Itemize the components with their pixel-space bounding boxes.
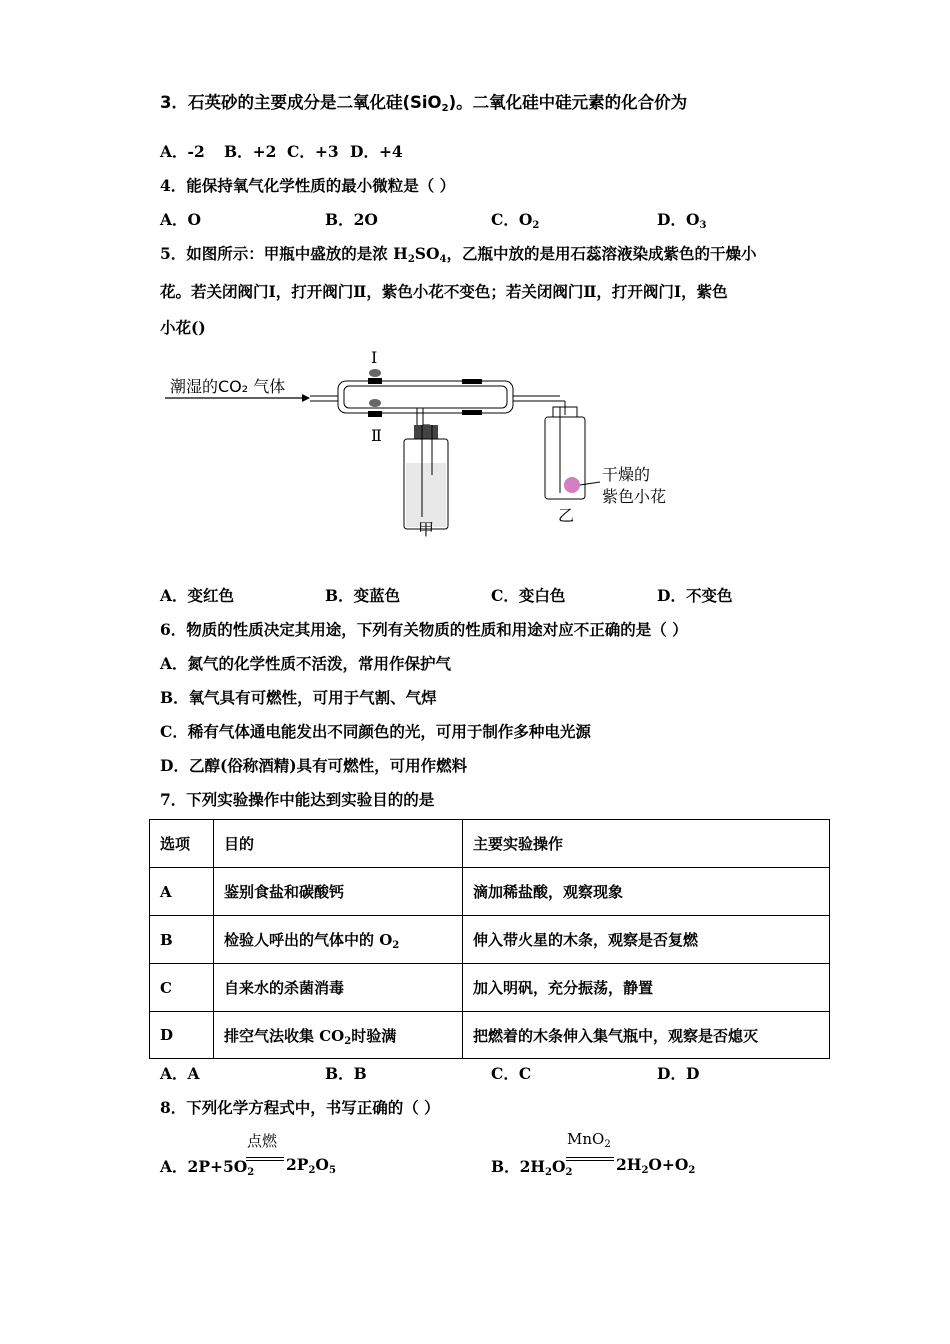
q5-line1-a: 5．如图所示：甲瓶中盛放的是浓 H <box>160 244 408 263</box>
q7-stem: 7．下列实验操作中能达到实验目的的是 <box>160 790 435 809</box>
row-d-purpose-suffix: 时验满 <box>351 1026 397 1045</box>
valve-2-knob <box>369 399 381 407</box>
q7-option-c: C．C <box>491 1064 532 1083</box>
row-d-purpose-text: 排空气法收集 CO <box>224 1026 345 1045</box>
q8-b-cond-text: MnO <box>567 1130 605 1148</box>
q5-option-c: C．变白色 <box>491 586 566 605</box>
purple-flower <box>564 477 580 493</box>
q5-line-2: 花。若关闭阀门Ⅰ，打开阀门Ⅱ，紫色小花不变色；若关闭阀门Ⅱ，打开阀门Ⅰ，紫色 <box>160 282 728 301</box>
q6-option-d: D．乙醇(俗称酒精)具有可燃性，可用作燃料 <box>160 756 468 775</box>
q5-option-a: A．变红色 <box>160 586 235 605</box>
flower-label-2: 紫色小花 <box>602 487 667 506</box>
q8-b-rhs-sub-1: 2 <box>641 1165 649 1176</box>
valve-1-clamp <box>368 378 382 384</box>
row-c-operation: 加入明矾，充分振荡，静置 <box>463 964 830 1012</box>
row-d-purpose <box>214 1012 463 1059</box>
q4-option-c-text: C．O <box>491 210 533 229</box>
table-header-row <box>150 820 830 868</box>
q7-option-b: B．B <box>325 1064 367 1083</box>
header-option: 选项 <box>150 820 214 868</box>
q5-sub-2: 4 <box>439 254 447 265</box>
table-row <box>150 868 830 916</box>
q8-b-rhs-1: 2H <box>616 1155 642 1174</box>
row-b-operation: 伸入带火星的木条，观察是否复燃 <box>463 916 830 964</box>
q4-option-c <box>491 208 539 230</box>
row-a-purpose: 鉴别食盐和碳酸钙 <box>214 868 463 916</box>
q3-option-c: C．+3 <box>287 142 339 161</box>
q6-stem: 6．物质的性质决定其用途，下列有关物质的性质和用途对应不正确的是（ ） <box>160 620 688 639</box>
header-operation: 主要实验操作 <box>463 820 830 868</box>
q8-a-equals <box>246 1157 284 1161</box>
q5-line-1 <box>160 242 756 264</box>
joint-bottom <box>462 410 482 415</box>
q8-b-cond-sub: 2 <box>604 1139 611 1150</box>
q3-stem-suffix: )。二氧化硅中硅元素的化合价为 <box>448 93 688 112</box>
q8-option-a <box>160 1155 254 1177</box>
row-d-option: D <box>150 1012 214 1059</box>
q8-b-lhs-sub-1: 2 <box>545 1167 553 1178</box>
valve-1-label: Ⅰ <box>371 348 378 367</box>
bottle-jia-liquid <box>406 463 446 527</box>
q8-b-rhs-2: O+O <box>648 1155 689 1174</box>
row-b-purpose-text: 检验人呼出的气体中的 O <box>224 931 393 949</box>
apparatus-diagram <box>160 345 680 540</box>
row-d-purpose-sub: 2 <box>344 1035 352 1047</box>
row-c-purpose: 自来水的杀菌消毒 <box>214 964 463 1012</box>
q6-option-c: C．稀有气体通电能发出不同颜色的光，可用于制作多种电光源 <box>160 722 591 741</box>
q8-a-lhs-sub: 2 <box>247 1167 255 1178</box>
q8-b-lhs-1: 2H <box>519 1157 546 1176</box>
q8-a-label: A． <box>160 1157 188 1176</box>
q8-b-equals <box>566 1157 614 1161</box>
flower-label-1: 干燥的 <box>602 465 651 484</box>
q4-option-c-sub: 2 <box>532 220 540 231</box>
q4-stem: 4．能保持氧气化学性质的最小微粒是（ ） <box>160 176 456 195</box>
q8-a-condition: 点燃 <box>247 1132 278 1150</box>
q8-a-rhs-2: O <box>315 1155 329 1174</box>
gas-arrow-head <box>302 394 310 402</box>
row-b-purpose <box>214 916 463 964</box>
header-purpose: 目的 <box>214 820 463 868</box>
q5-line1-b: SO <box>414 244 440 263</box>
q6-option-b: B．氧气具有可燃性，可用于气割、气焊 <box>160 688 437 707</box>
valve-2-clamp <box>368 411 382 417</box>
row-c-option: C <box>150 964 214 1012</box>
gas-label: 潮湿的CO₂ 气体 <box>170 377 286 396</box>
manifold-inner <box>344 386 507 408</box>
q7-table <box>149 819 830 1059</box>
q6-option-a: A．氮气的化学性质不活泼，常用作保护气 <box>160 654 452 673</box>
q8-b-lhs-2: O <box>552 1157 566 1176</box>
q8-a-product <box>286 1155 336 1174</box>
row-d-operation: 把燃着的木条伸入集气瓶中，观察是否熄灭 <box>463 1012 830 1059</box>
q3-option-b: B．+2 <box>224 142 277 161</box>
q8-option-b <box>491 1155 573 1177</box>
row-a-operation: 滴加稀盐酸，观察现象 <box>463 868 830 916</box>
q3-stem-text: 3．石英砂的主要成分是二氧化硅(SiO <box>160 93 442 112</box>
table-row <box>150 1012 830 1059</box>
q7-option-a: A．A <box>160 1064 200 1083</box>
q8-a-lhs: 2P+5O <box>187 1157 248 1176</box>
bottle-yi-label: 乙 <box>558 506 575 525</box>
q4-option-a: A．O <box>160 210 202 229</box>
q8-b-rhs-sub-2: 2 <box>688 1165 696 1176</box>
q3-stem <box>160 89 687 113</box>
table-row <box>150 916 830 964</box>
q4-option-d-sub: 3 <box>699 220 707 231</box>
bottle-jia-stopper <box>414 425 438 439</box>
q7-option-d: D．D <box>657 1064 700 1083</box>
flower-pointer <box>580 482 600 485</box>
bottle-jia-label: 甲 <box>418 520 435 539</box>
q5-option-b: B．变蓝色 <box>325 586 401 605</box>
q4-option-b: B．2O <box>325 210 378 229</box>
row-b-purpose-sub: 2 <box>392 940 400 951</box>
q8-stem: 8．下列化学方程式中，书写正确的（ ） <box>160 1098 440 1117</box>
valve-1-knob <box>369 369 381 377</box>
q5-line1-c: ，乙瓶中放的是用石蕊溶液染成紫色的干燥小 <box>446 244 757 263</box>
q3-option-a: A．-2 <box>160 142 205 161</box>
q4-option-d <box>657 208 706 230</box>
q8-b-condition <box>567 1130 611 1148</box>
q3-sub: 2 <box>441 103 449 114</box>
row-b-option: B <box>150 916 214 964</box>
q8-a-rhs-1: 2P <box>286 1155 309 1174</box>
table-row <box>150 964 830 1012</box>
q5-line-3: 小花() <box>160 318 206 337</box>
q8-b-lhs-sub-2: 2 <box>565 1167 573 1178</box>
joint-top <box>462 379 482 384</box>
q3-option-d: D．+4 <box>350 142 403 161</box>
q5-sub-1: 2 <box>407 254 415 265</box>
valve-2-label: Ⅱ <box>371 426 382 445</box>
q8-b-label: B． <box>491 1157 520 1176</box>
row-a-option: A <box>150 868 214 916</box>
q8-b-product <box>616 1155 695 1174</box>
q8-a-rhs-sub-1: 2 <box>308 1165 316 1176</box>
q4-option-d-text: D．O <box>657 210 700 229</box>
q5-option-d: D．不变色 <box>657 586 733 605</box>
q8-a-rhs-sub-2: 5 <box>328 1165 336 1176</box>
